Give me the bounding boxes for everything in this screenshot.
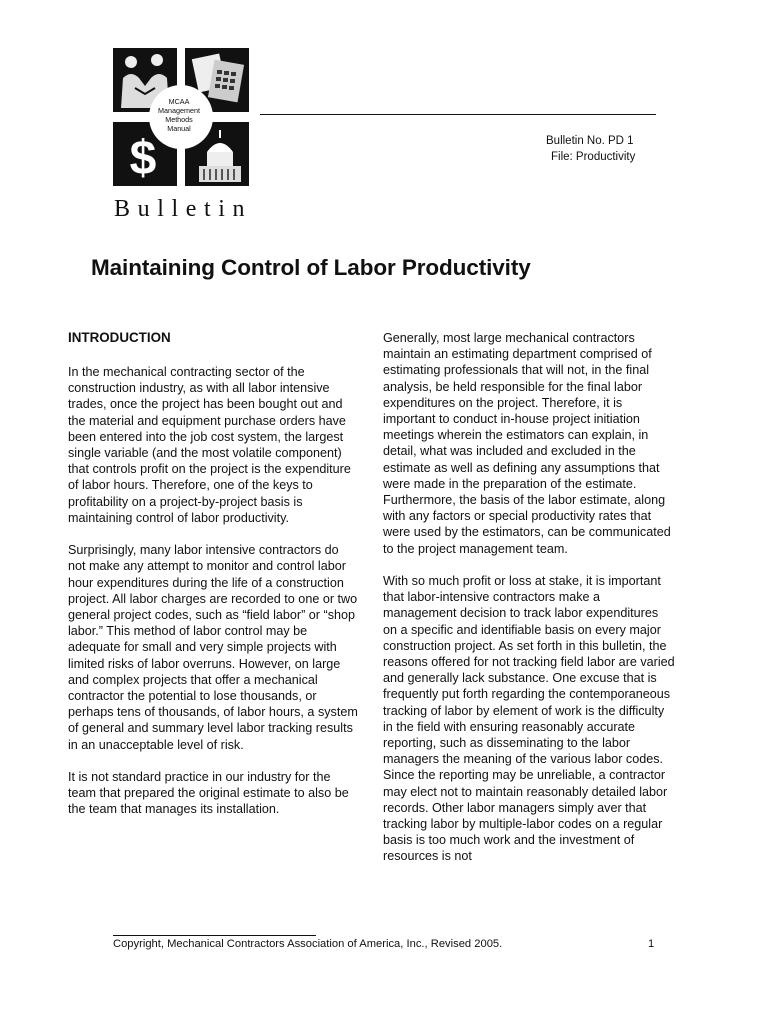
logo-text-management: Management [158,106,200,115]
paragraph: It is not standard practice in our industry for the team that prepared the original estimate to also be the team that manages its installation. [68,770,349,817]
copyright-notice: Copyright, Mechanical Contractors Association of America, Inc., Revised 2005. [113,938,503,950]
paragraph: Surprisingly, many labor intensive contractors do not make any attempt to monitor and control labor hour expenditures during the life of a construction project. All labor charges are recorded to one or two general project codes, such as “field labor” or “shop labor.” This method of labor control may be adequate for small and very simple projects with limited risks of labor overruns. However, on large and complex projects that offer a mechanical contractor the potential to lose thousands, or perhaps tens of thousands, of labor hours, a system of general and summary level labor tracking results in an unacceptable level of risk. [68,543,358,752]
bulletin-heading: Bulletin [114,196,253,222]
page-number: 1 [648,938,655,950]
header-rule [260,114,656,115]
document-title: Maintaining Control of Labor Productivity [91,255,531,280]
bulletin-number: Bulletin No. PD 1 [546,135,634,147]
right-column [383,330,675,881]
logo-text-manual: Manual [167,124,191,133]
footer-rule [113,935,316,936]
paragraph: With so much profit or loss at stake, it is important that labor-intensive contractors make a management decision to track labor expenditures on a specific and identifiable basis on every major construction project. As set forth in this bulletin, the reasons offered for not tracking field labor are varied and generally lack substance. One excuse that is frequently put forth regarding the contemporaneous tracking of labor by element of work is the difficulty in the field with ensuring reasonably accurate reporting, such as disseminating to the labor managers the meaning of the various labor codes. Since the reporting may be unreliable, a contractor may elect not to maintain reasonably detailed labor records. Other labor managers simply aver that tracking labor by multiple-labor codes on a regular basis is too much work and the investment of resources is not [383,574,675,864]
paragraph: Generally, most large mechanical contractors maintain an estimating department comprised of estimating professionals that will not, in the final analysis, be held responsible for the final labor expenditures on the project. Therefore, it is important to conduct in-house project initiation meetings wherein the estimators can explain, in detail, what was included and excluded in the estimate as well as defining any assumptions that were made in the preparation of the estimate. Furthermore, the basis of the labor estimate, along with any factors or special productivity rates that were used by the estimators, can be communicated to the project management team. [383,331,671,556]
logo-text-methods: Methods [165,115,193,124]
left-column [68,330,358,834]
bulletin-file: File: Productivity [551,151,636,163]
paragraph: In the mechanical contracting sector of the construction industry, as with all labor intensive trades, once the project has been bought out and the material and equipment purchase orders have been entered into the job cost system, the largest single variable (and the most volatile component) that controls profit on the project is the expenditure of labor hours. Therefore, one of the keys to profitability on a project-by-project basis is maintaining control of labor productivity. [68,365,351,525]
mcaa-logo [113,48,249,186]
svg-text:$: $ [129,132,157,185]
section-heading-introduction: INTRODUCTION [68,330,171,345]
bulletin-meta [546,133,635,165]
logo-text-mcaa: MCAA [168,97,190,106]
